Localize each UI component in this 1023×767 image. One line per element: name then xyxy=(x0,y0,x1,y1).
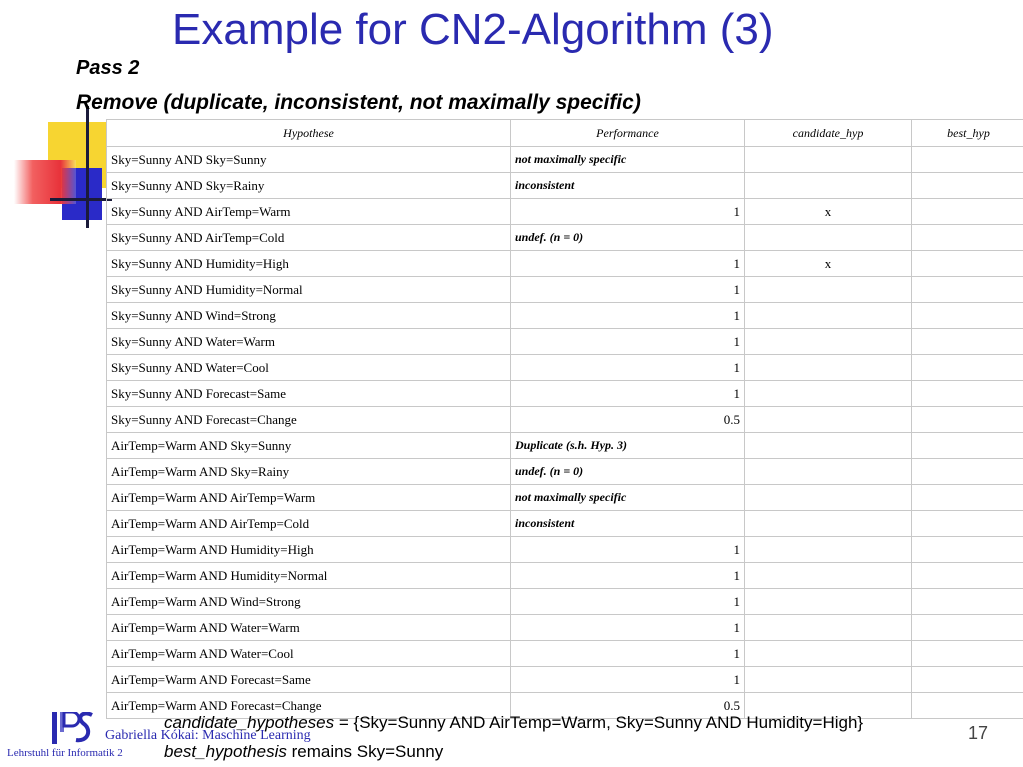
cell-hypothese: Sky=Sunny AND AirTemp=Cold xyxy=(107,225,511,251)
cell-candidate-hyp xyxy=(745,303,912,329)
cell-hypothese: AirTemp=Warm AND AirTemp=Cold xyxy=(107,511,511,537)
cell-performance: 1 xyxy=(511,355,745,381)
cell-best-hyp xyxy=(912,563,1023,589)
table-header-row xyxy=(107,120,1023,147)
table-row xyxy=(107,381,1023,407)
cell-candidate-hyp: x xyxy=(745,199,912,225)
cell-performance: inconsistent xyxy=(511,173,745,199)
table-row xyxy=(107,537,1023,563)
cell-best-hyp xyxy=(912,511,1023,537)
cell-best-hyp xyxy=(912,407,1023,433)
cell-performance: 1 xyxy=(511,615,745,641)
cell-candidate-hyp xyxy=(745,433,912,459)
cell-performance: 1 xyxy=(511,589,745,615)
decor-horizontal-line xyxy=(50,198,112,201)
cell-performance: 1 xyxy=(511,641,745,667)
cell-best-hyp xyxy=(912,147,1023,173)
best-label: best_hypothesis xyxy=(164,742,287,761)
cell-best-hyp xyxy=(912,589,1023,615)
cell-best-hyp xyxy=(912,277,1023,303)
table-row xyxy=(107,641,1023,667)
table-row xyxy=(107,277,1023,303)
cell-performance: 1 xyxy=(511,251,745,277)
cell-hypothese: Sky=Sunny AND Forecast=Change xyxy=(107,407,511,433)
cell-hypothese: Sky=Sunny AND Forecast=Same xyxy=(107,381,511,407)
cell-candidate-hyp xyxy=(745,615,912,641)
cell-hypothese: AirTemp=Warm AND Humidity=High xyxy=(107,537,511,563)
cell-hypothese: Sky=Sunny AND Sky=Sunny xyxy=(107,147,511,173)
pass-label: Pass 2 xyxy=(76,57,140,79)
cell-performance: 1 xyxy=(511,329,745,355)
cell-candidate-hyp xyxy=(745,667,912,693)
cell-hypothese: AirTemp=Warm AND Wind=Strong xyxy=(107,589,511,615)
cell-performance: 1 xyxy=(511,381,745,407)
footer-institute: Lehrstuhl für Informatik 2 xyxy=(7,747,123,759)
slide-title: Example for CN2-Algorithm (3) xyxy=(172,5,774,54)
cell-best-hyp xyxy=(912,199,1023,225)
cell-hypothese: AirTemp=Warm AND Forecast=Change xyxy=(107,693,511,719)
table-row xyxy=(107,485,1023,511)
table-row xyxy=(107,459,1023,485)
table-row xyxy=(107,667,1023,693)
cell-hypothese: AirTemp=Warm AND Sky=Sunny xyxy=(107,433,511,459)
table-row xyxy=(107,615,1023,641)
cell-best-hyp xyxy=(912,459,1023,485)
cell-hypothese: Sky=Sunny AND Humidity=High xyxy=(107,251,511,277)
table-row xyxy=(107,433,1023,459)
header-hypothese: Hypothese xyxy=(107,120,511,147)
cell-best-hyp xyxy=(912,641,1023,667)
cell-candidate-hyp xyxy=(745,641,912,667)
cell-candidate-hyp xyxy=(745,277,912,303)
cell-best-hyp xyxy=(912,537,1023,563)
cell-hypothese: AirTemp=Warm AND Sky=Rainy xyxy=(107,459,511,485)
cell-performance: 1 xyxy=(511,199,745,225)
cell-candidate-hyp xyxy=(745,589,912,615)
cell-best-hyp xyxy=(912,693,1023,719)
cell-performance: undef. (n = 0) xyxy=(511,225,745,251)
cell-best-hyp xyxy=(912,433,1023,459)
cell-hypothese: Sky=Sunny AND Water=Cool xyxy=(107,355,511,381)
cell-best-hyp xyxy=(912,329,1023,355)
cell-performance: not maximally specific xyxy=(511,485,745,511)
table-row xyxy=(107,147,1023,173)
best-value: remains Sky=Sunny xyxy=(286,742,444,761)
cell-hypothese: AirTemp=Warm AND Water=Cool xyxy=(107,641,511,667)
cell-hypothese: AirTemp=Warm AND Water=Warm xyxy=(107,615,511,641)
cell-best-hyp xyxy=(912,485,1023,511)
cell-hypothese: Sky=Sunny AND Humidity=Normal xyxy=(107,277,511,303)
cell-candidate-hyp xyxy=(745,407,912,433)
cell-best-hyp xyxy=(912,381,1023,407)
cell-hypothese: Sky=Sunny AND Wind=Strong xyxy=(107,303,511,329)
table-row xyxy=(107,511,1023,537)
header-candidate-hyp: candidate_hyp xyxy=(745,120,912,147)
cell-candidate-hyp xyxy=(745,537,912,563)
table-row xyxy=(107,303,1023,329)
cell-performance: undef. (n = 0) xyxy=(511,459,745,485)
cell-performance: 1 xyxy=(511,537,745,563)
cell-performance: 0.5 xyxy=(511,693,745,719)
table-row xyxy=(107,225,1023,251)
table-row xyxy=(107,199,1023,225)
lps-logo-icon xyxy=(52,712,94,744)
table-row xyxy=(107,173,1023,199)
cell-best-hyp xyxy=(912,173,1023,199)
cell-performance: Duplicate (s.h. Hyp. 3) xyxy=(511,433,745,459)
cell-performance: 1 xyxy=(511,303,745,329)
hypotheses-table xyxy=(106,119,1023,719)
table-row xyxy=(107,563,1023,589)
cell-best-hyp xyxy=(912,667,1023,693)
table-row xyxy=(107,329,1023,355)
cell-candidate-hyp xyxy=(745,329,912,355)
cell-candidate-hyp xyxy=(745,173,912,199)
slide-subtitle: Remove (duplicate, inconsistent, not maximally specific) xyxy=(76,91,641,114)
cell-performance: 1 xyxy=(511,563,745,589)
cell-hypothese: Sky=Sunny AND AirTemp=Warm xyxy=(107,199,511,225)
decor-vertical-line xyxy=(86,106,89,228)
candidate-value: = {Sky=Sunny AND AirTemp=Warm, Sky=Sunny AND Humidity=High} xyxy=(334,713,864,732)
cell-hypothese: Sky=Sunny AND Water=Warm xyxy=(107,329,511,355)
cell-candidate-hyp xyxy=(745,511,912,537)
cell-candidate-hyp xyxy=(745,485,912,511)
cell-performance: 0.5 xyxy=(511,407,745,433)
cell-candidate-hyp xyxy=(745,147,912,173)
cell-performance: not maximally specific xyxy=(511,147,745,173)
table-row xyxy=(107,589,1023,615)
cell-best-hyp xyxy=(912,355,1023,381)
header-best-hyp: best_hyp xyxy=(912,120,1023,147)
cell-performance: inconsistent xyxy=(511,511,745,537)
candidate-label: candidate_hypotheses xyxy=(164,713,335,732)
table-row xyxy=(107,407,1023,433)
cell-performance: 1 xyxy=(511,667,745,693)
cell-hypothese: AirTemp=Warm AND AirTemp=Warm xyxy=(107,485,511,511)
header-performance: Performance xyxy=(511,120,745,147)
table-row xyxy=(107,251,1023,277)
page-number: 17 xyxy=(968,723,989,743)
cell-best-hyp xyxy=(912,225,1023,251)
cell-candidate-hyp xyxy=(745,355,912,381)
table-body xyxy=(107,147,1023,719)
cell-best-hyp xyxy=(912,251,1023,277)
table-row xyxy=(107,355,1023,381)
cell-hypothese: AirTemp=Warm AND Forecast=Same xyxy=(107,667,511,693)
cell-candidate-hyp: x xyxy=(745,251,912,277)
cell-hypothese: Sky=Sunny AND Sky=Rainy xyxy=(107,173,511,199)
cell-candidate-hyp xyxy=(745,563,912,589)
cell-candidate-hyp xyxy=(745,381,912,407)
cell-hypothese: AirTemp=Warm AND Humidity=Normal xyxy=(107,563,511,589)
cell-performance: 1 xyxy=(511,277,745,303)
best-hypothesis-line xyxy=(164,742,443,762)
cell-best-hyp xyxy=(912,303,1023,329)
cell-candidate-hyp xyxy=(745,459,912,485)
cell-candidate-hyp xyxy=(745,225,912,251)
footer-author: Gabriella Kókai: Maschine Learning xyxy=(105,728,311,743)
cell-best-hyp xyxy=(912,615,1023,641)
